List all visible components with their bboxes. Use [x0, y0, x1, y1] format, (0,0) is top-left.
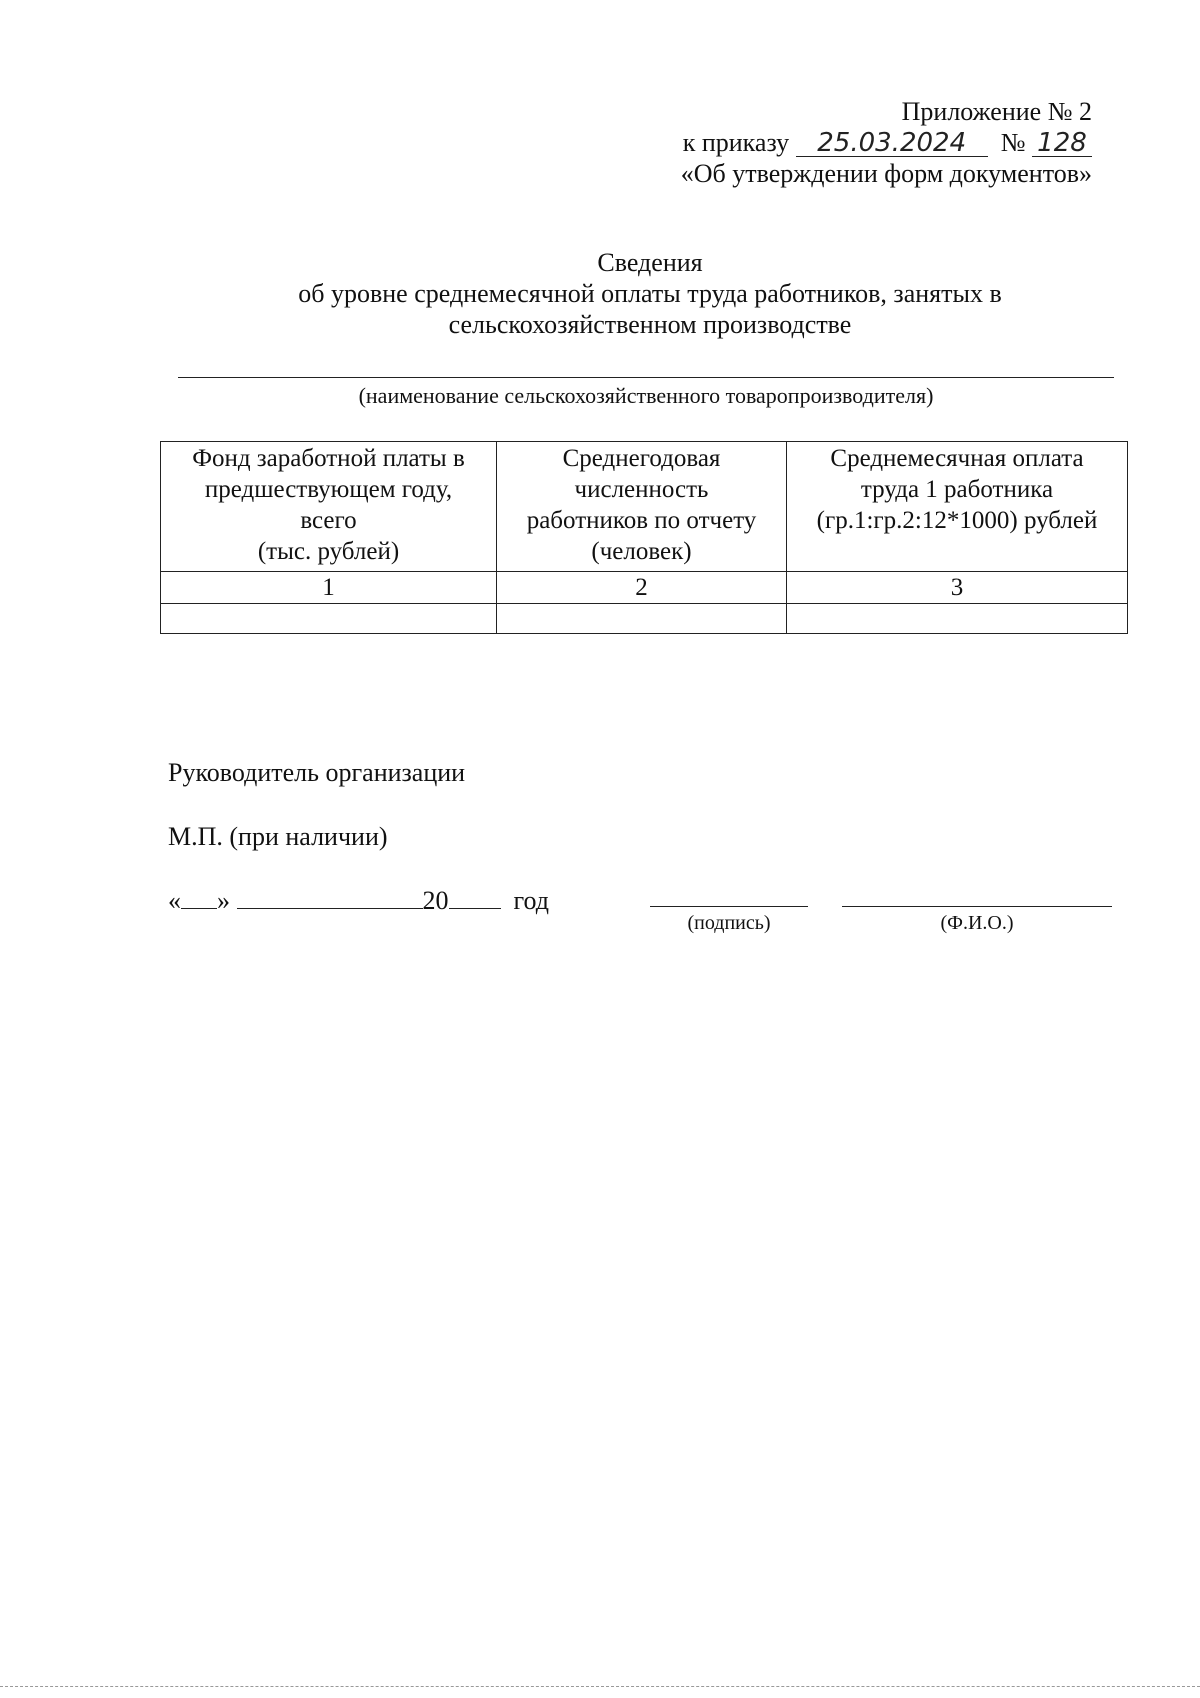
table-header-row [161, 442, 1128, 572]
wage-table [160, 441, 1128, 634]
title-line-1: Сведения [597, 248, 703, 277]
column-number: 1 [161, 572, 497, 604]
title-line-3: сельскохозяйственном производстве [448, 310, 852, 339]
close-quote: » [217, 886, 230, 915]
full-name-line[interactable] [842, 906, 1112, 907]
stamp-label: М.П. (при наличии) [168, 822, 388, 851]
head-of-organization-label: Руководитель организации [168, 758, 466, 787]
wage-fund-cell[interactable] [161, 604, 497, 634]
scan-edge-divider [0, 1686, 1200, 1687]
appendix-label: Приложение № 2 [901, 97, 1092, 126]
order-reference [681, 127, 1092, 158]
day-blank[interactable] [181, 884, 217, 909]
header-text: (гр.1:гр.2:12*1000) рублей [816, 507, 1098, 534]
header-text: работников по отчету [526, 507, 757, 534]
header-text: предшествующем году, [204, 476, 453, 503]
header-text: Среднегодовая [562, 445, 721, 472]
open-quote: « [168, 886, 181, 915]
column-number: 2 [497, 572, 787, 604]
document-title [160, 247, 1140, 340]
header-text: численность [574, 476, 709, 503]
signature-line[interactable] [650, 906, 808, 907]
column-header-wage-fund [161, 442, 497, 572]
order-title: «Об утверждении форм документов» [680, 159, 1092, 188]
header-text: труда 1 работника [860, 476, 1054, 503]
order-prefix: к приказу [682, 128, 790, 157]
headcount-cell[interactable] [497, 604, 787, 634]
column-header-headcount [497, 442, 787, 572]
year-word: год [513, 886, 549, 915]
header-text: Среднемесячная оплата [830, 445, 1084, 472]
header-text: (человек) [591, 538, 692, 565]
monthly-pay-cell[interactable] [787, 604, 1128, 634]
title-line-2: об уровне среднемесячной оплаты труда работников, занятых в [298, 279, 1002, 308]
order-number-handwritten: 128 [1032, 130, 1092, 157]
full-name-caption: (Ф.И.О.) [940, 912, 1014, 934]
column-header-monthly-pay [787, 442, 1128, 572]
header-text: всего [300, 507, 357, 534]
data-entry-row [161, 604, 1128, 634]
producer-name-caption: (наименование сельскохозяйственного товаропроизводителя) [358, 383, 934, 408]
appendix-header [681, 96, 1092, 189]
column-number: 3 [787, 572, 1128, 604]
signature-caption: (подпись) [687, 912, 771, 934]
producer-name-line[interactable] [178, 377, 1114, 378]
header-text: Фонд заработной платы в [192, 445, 465, 472]
number-sign: № [1000, 128, 1026, 157]
year-blank[interactable] [449, 884, 501, 909]
order-date-handwritten: 25.03.2024 [796, 130, 988, 157]
century-label: 20 [422, 886, 449, 915]
date-line [168, 884, 549, 916]
column-number-row [161, 572, 1128, 604]
header-text: (тыс. рублей) [257, 538, 400, 565]
month-blank[interactable] [237, 884, 423, 909]
